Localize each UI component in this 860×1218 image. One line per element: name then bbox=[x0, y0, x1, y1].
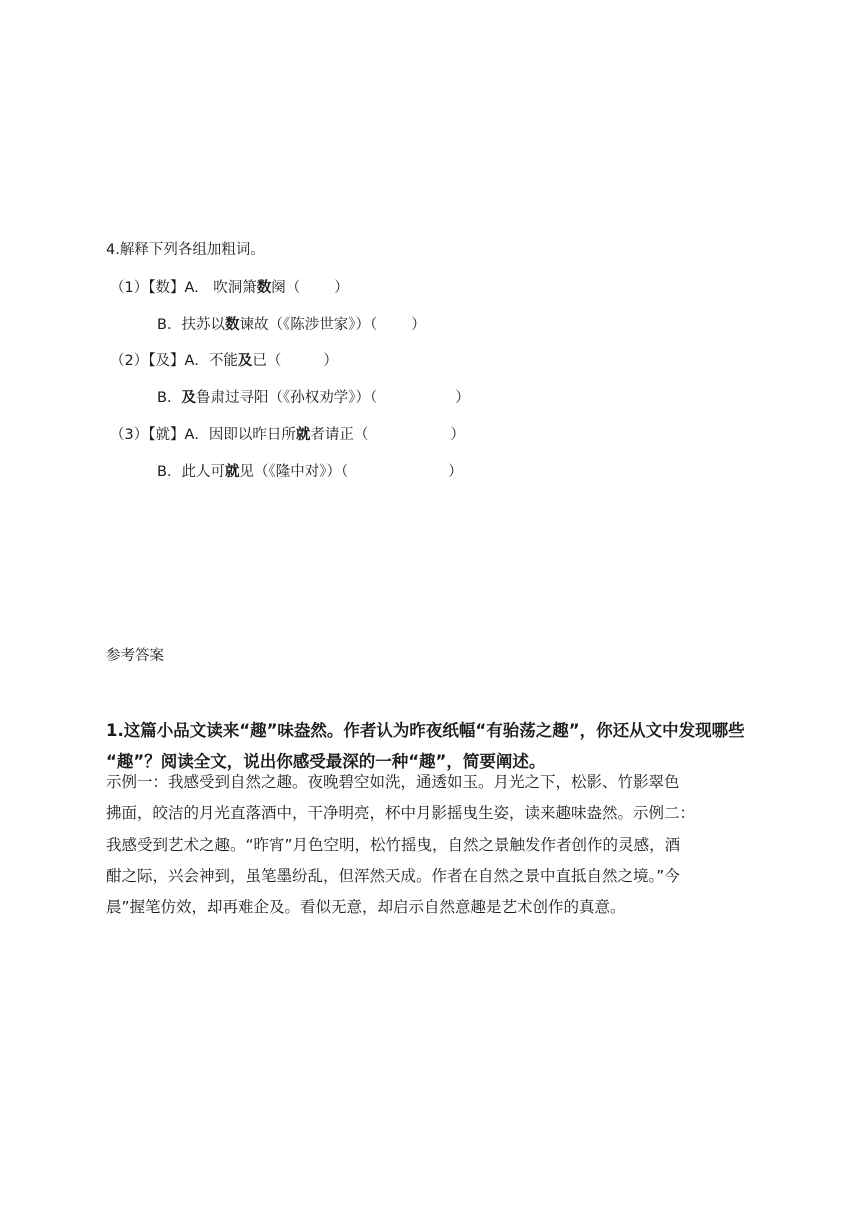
answer-line: 晨”握笔仿效，却再难企及。看似无意，却启示自然意趣是艺术创作的真意。 bbox=[106, 898, 626, 917]
row-prefix: （1）【数】A. 吹洞箫 bbox=[110, 280, 257, 296]
reference-answer-heading: 参考答案 bbox=[106, 648, 164, 664]
bold-word: 数 bbox=[224, 317, 240, 333]
row-close: ） bbox=[334, 280, 349, 296]
row-suffix: 见（《隆中对》）（ bbox=[239, 464, 349, 480]
row-close: ） bbox=[455, 390, 470, 406]
question-line: “趣”？阅读全文，说出你感受最深的一种“趣”，简要阐述。 bbox=[106, 752, 546, 771]
bold-word: 及 bbox=[237, 353, 253, 369]
answer-line: 示例一：我感受到自然之趣。夜晚碧空如洗，通透如玉。月光之下，松影、竹影翠色 bbox=[106, 773, 680, 791]
question-4-title: 4.解释下列各组加粗词。 bbox=[106, 242, 265, 258]
row-close: ） bbox=[323, 353, 338, 369]
row-prefix: B．扶苏以 bbox=[157, 317, 225, 333]
question-4-row-5 bbox=[110, 425, 465, 445]
row-close: ） bbox=[411, 317, 426, 333]
question-4-row-2 bbox=[157, 315, 426, 335]
question-4-row-4 bbox=[157, 388, 470, 408]
bold-word: 数 bbox=[256, 280, 272, 296]
question-line: 1.这篇小品文读来“趣”味盎然。作者认为昨夜纸幅“有骀荡之趣”，你还从文中发现哪些 bbox=[106, 721, 745, 740]
question-4-row-3 bbox=[110, 351, 338, 371]
row-suffix: 鲁肃过寻阳（《孙权劝学》）（ bbox=[195, 390, 378, 406]
question-4-row-1 bbox=[110, 278, 349, 298]
answer-line: 我感受到艺术之趣。“昨宵”月色空明，松竹摇曳，自然之景触发作者创作的灵感，酒 bbox=[106, 835, 681, 854]
row-prefix: B． bbox=[157, 390, 182, 406]
bold-word: 及 bbox=[181, 390, 196, 406]
row-suffix: 谏故（《陈涉世家》）（ bbox=[239, 317, 378, 333]
row-close: ） bbox=[448, 464, 463, 480]
row-prefix: （3）【就】A．因即以昨日所 bbox=[110, 427, 296, 443]
row-close: ） bbox=[450, 427, 465, 443]
row-suffix: 者请正（ bbox=[310, 427, 369, 443]
row-prefix: （2）【及】A．不能 bbox=[110, 353, 238, 369]
row-prefix: B．此人可 bbox=[157, 464, 225, 480]
row-suffix: 阕（ bbox=[271, 280, 301, 296]
bold-word: 就 bbox=[295, 427, 311, 443]
row-suffix: 已（ bbox=[252, 353, 282, 369]
answer-1-body bbox=[106, 767, 760, 923]
answer-line: 酣之际，兴会神到，虽笔墨纷乱，但浑然天成。作者在自然之景中直抵自然之境。”今 bbox=[106, 866, 680, 885]
answer-line: 拂面，皎洁的月光直落酒中，干净明亮，杯中月影摇曳生姿，读来趣味盎然。示例二： bbox=[106, 804, 696, 823]
bold-word: 就 bbox=[224, 464, 240, 480]
question-4-row-6 bbox=[157, 462, 463, 482]
